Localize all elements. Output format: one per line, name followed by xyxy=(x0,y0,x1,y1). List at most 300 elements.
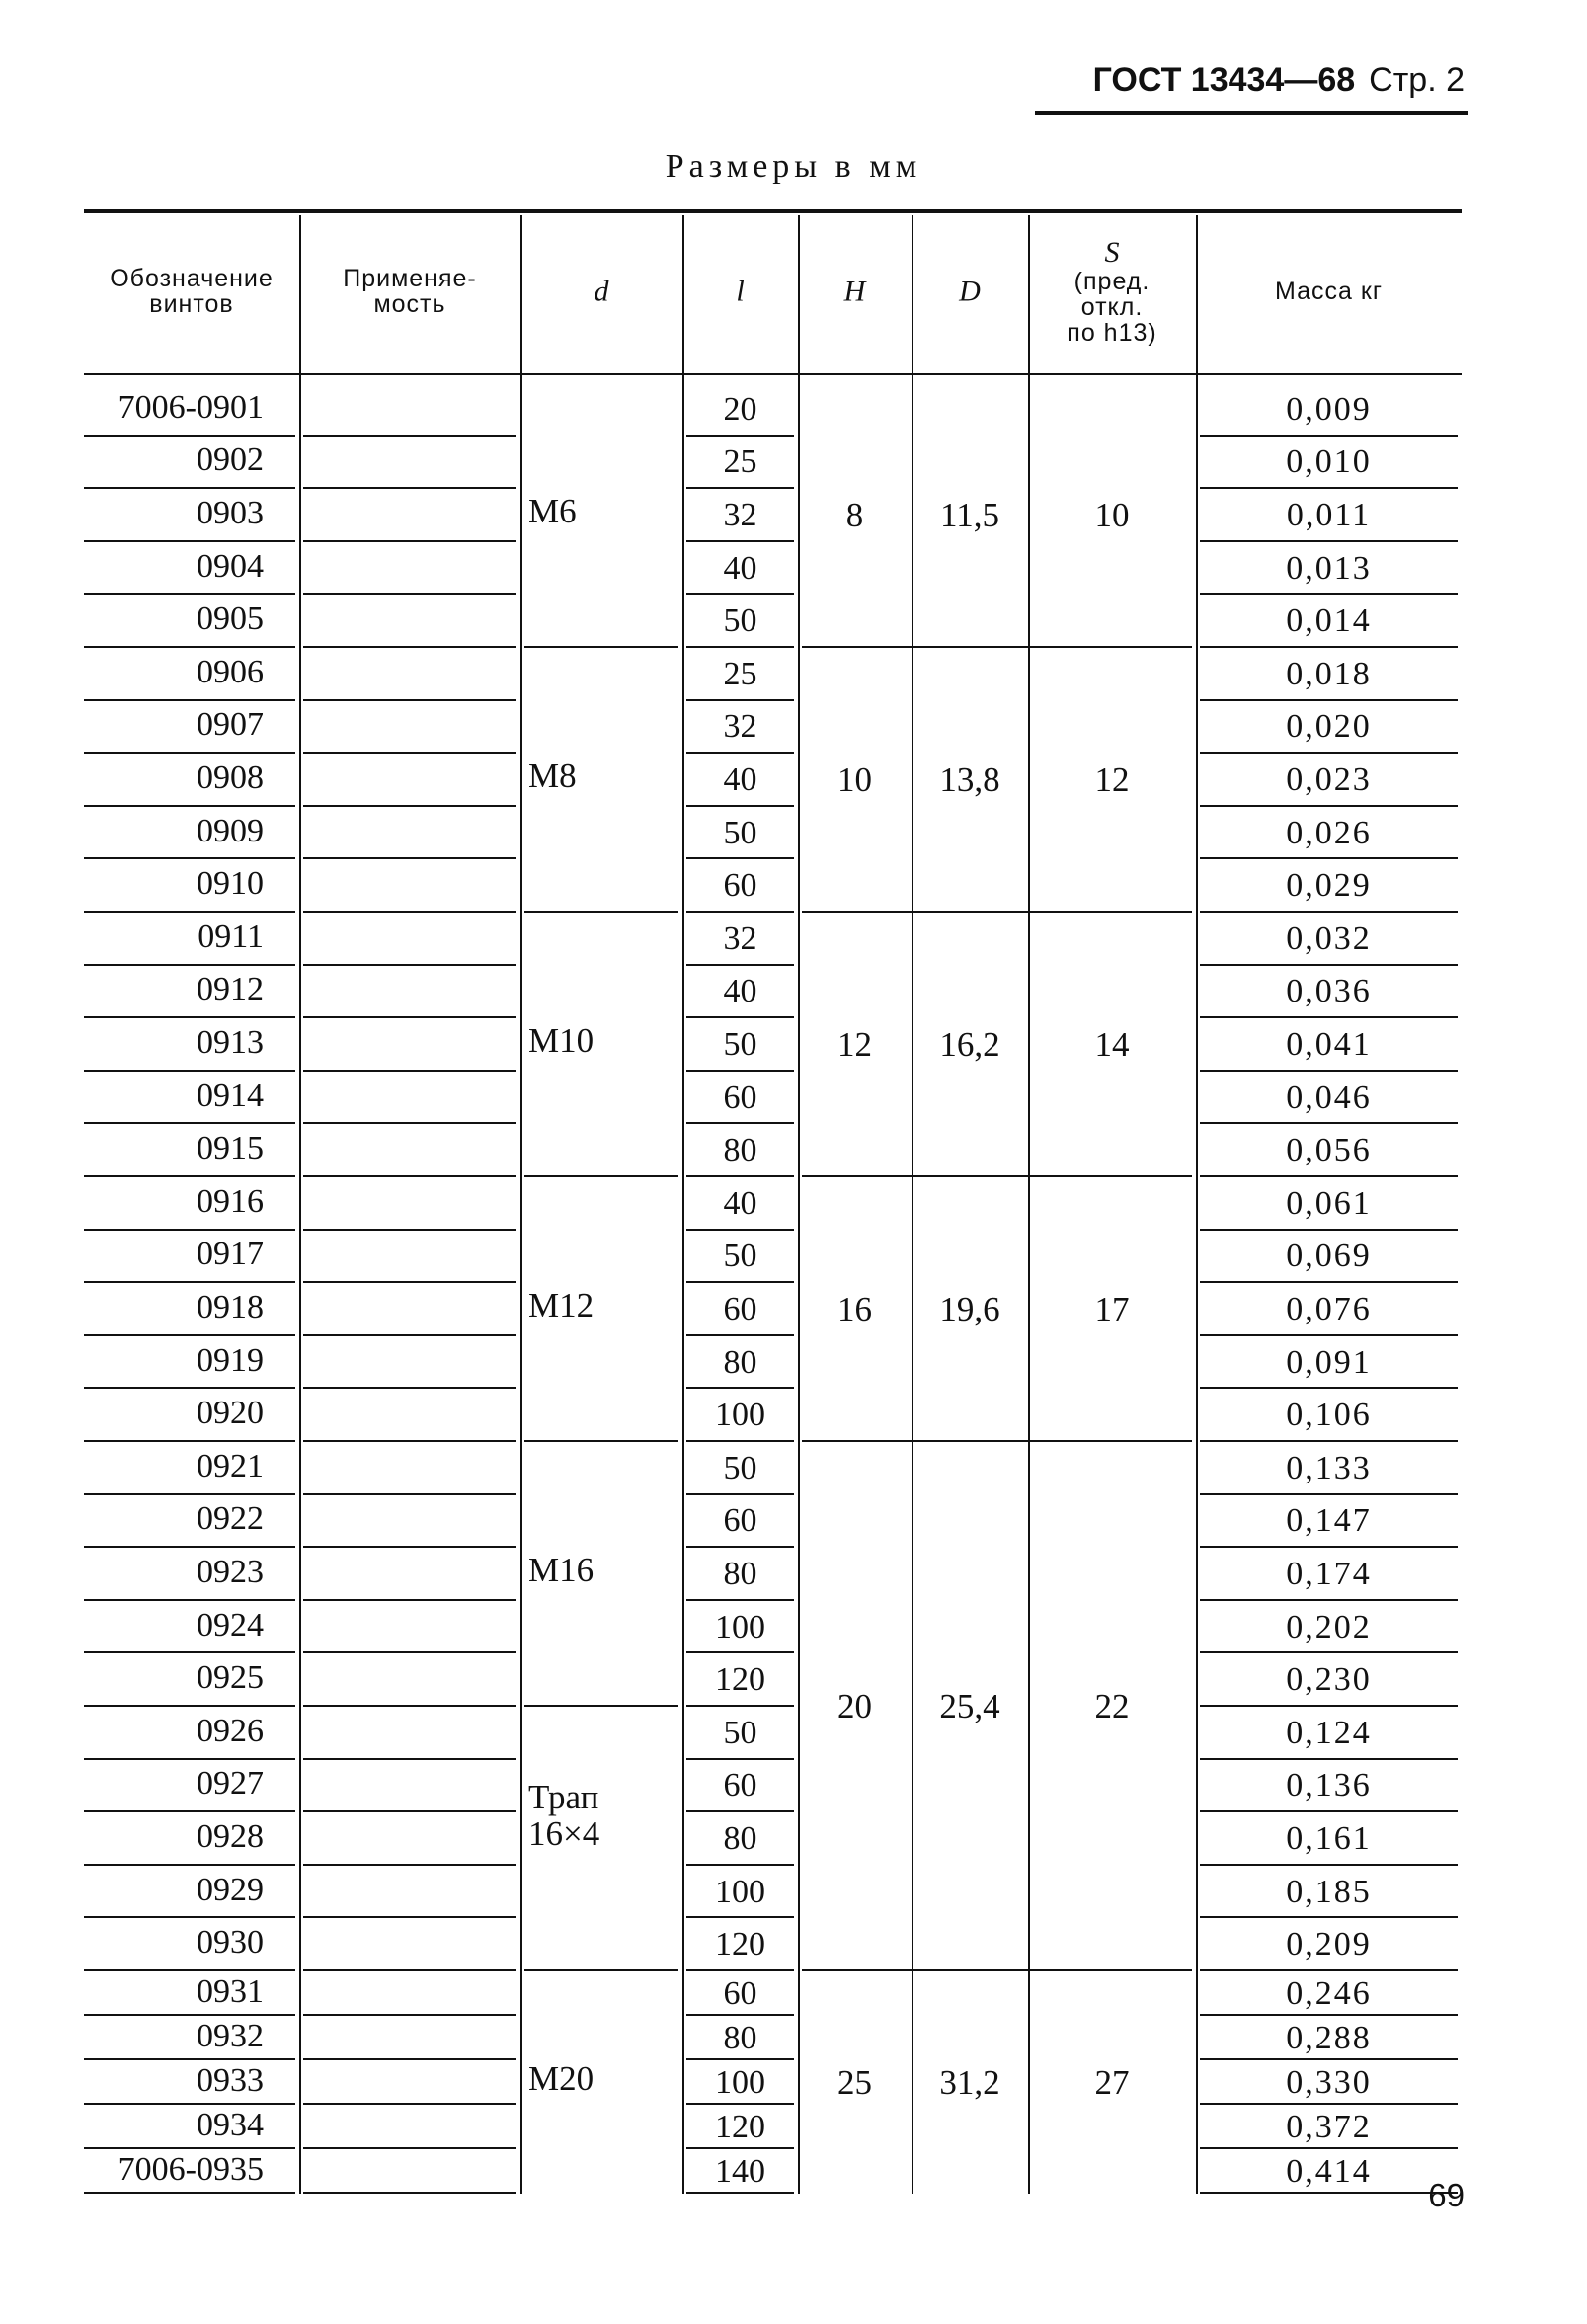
row-rule xyxy=(84,1651,295,1653)
mass-cell: 0,056 xyxy=(1286,1132,1372,1169)
mass-cell: 0,069 xyxy=(1286,1238,1372,1275)
row-rule xyxy=(1200,1705,1458,1707)
header-line: винтов xyxy=(149,290,234,318)
mass-cell: 0,124 xyxy=(1286,1714,1372,1751)
designation-cell: 0907 xyxy=(197,706,264,744)
row-rule xyxy=(84,435,295,437)
row-rule xyxy=(303,1916,516,1918)
row-rule xyxy=(686,857,794,859)
row-rule xyxy=(1200,1016,1458,1018)
header-line: Обозначение xyxy=(110,264,274,292)
designation-cell: 0917 xyxy=(197,1236,264,1273)
row-rule xyxy=(84,646,295,648)
col-header-designation xyxy=(88,266,295,318)
thread-line: Трап xyxy=(528,1778,599,1816)
col-header-applicability xyxy=(303,266,516,318)
row-rule xyxy=(84,1229,295,1231)
designation-cell: 7006-0901 xyxy=(118,388,264,426)
d-outer-value: 19,6 xyxy=(939,1290,1000,1328)
column-rule xyxy=(1028,215,1030,2194)
mass-cell: 0,023 xyxy=(1286,761,1372,798)
row-rule xyxy=(686,1016,794,1018)
row-rule xyxy=(303,1493,516,1495)
row-rule xyxy=(1200,1969,1458,1971)
mass-cell: 0,036 xyxy=(1286,973,1372,1010)
row-rule xyxy=(84,1440,295,1442)
row-rule xyxy=(303,593,516,595)
row-rule xyxy=(1200,805,1458,807)
row-rule xyxy=(686,1810,794,1812)
row-rule xyxy=(1200,1599,1458,1601)
designation-cell: 0915 xyxy=(197,1130,264,1167)
row-rule xyxy=(686,752,794,754)
mass-cell: 0,330 xyxy=(1286,2063,1372,2101)
length-cell: 100 xyxy=(715,2063,765,2101)
row-rule xyxy=(84,1175,295,1177)
row-rule xyxy=(686,1229,794,1231)
row-rule xyxy=(1200,857,1458,859)
designation-cell: 0933 xyxy=(197,2061,264,2099)
column-rule xyxy=(1196,215,1198,2194)
length-cell: 80 xyxy=(723,1556,757,1592)
length-cell: 32 xyxy=(723,708,757,746)
row-rule xyxy=(686,646,794,648)
mass-cell: 0,026 xyxy=(1286,814,1372,851)
row-rule xyxy=(303,1070,516,1072)
row-rule xyxy=(303,1546,516,1548)
d-outer-value: 13,8 xyxy=(939,761,1000,799)
designation-cell: 0925 xyxy=(197,1659,264,1697)
designation-cell: 0934 xyxy=(197,2106,264,2143)
header-line: мость xyxy=(373,290,446,318)
designation-cell: 0926 xyxy=(197,1712,264,1749)
row-rule xyxy=(303,1334,516,1336)
row-rule xyxy=(303,2192,516,2194)
thread-group-1: М8 xyxy=(528,757,577,795)
row-rule xyxy=(84,540,295,542)
s-value: 17 xyxy=(1094,1290,1130,1328)
row-rule xyxy=(303,1651,516,1653)
length-cell: 80 xyxy=(723,1132,757,1169)
mass-cell: 0,018 xyxy=(1286,655,1372,692)
row-rule xyxy=(1200,1546,1458,1548)
mass-cell: 0,020 xyxy=(1286,708,1372,746)
row-rule xyxy=(1200,1916,1458,1918)
row-rule xyxy=(1200,2103,1458,2105)
row-rule xyxy=(686,1070,794,1072)
mass-cell: 0,091 xyxy=(1286,1343,1372,1381)
row-rule xyxy=(1200,1387,1458,1389)
header-bottom-rule xyxy=(84,373,1462,375)
row-rule xyxy=(84,2103,295,2105)
length-cell: 50 xyxy=(723,602,757,640)
mass-cell: 0,209 xyxy=(1286,1926,1372,1963)
length-cell: 100 xyxy=(715,1397,765,1434)
column-rule xyxy=(682,215,684,2194)
row-rule xyxy=(686,1599,794,1601)
length-cell: 60 xyxy=(723,1079,757,1116)
row-rule xyxy=(303,1229,516,1231)
s-value: 10 xyxy=(1094,496,1130,534)
length-cell: 60 xyxy=(723,1291,757,1327)
row-rule xyxy=(84,1493,295,1495)
length-cell: 140 xyxy=(715,2152,765,2190)
length-cell: 50 xyxy=(723,814,757,851)
row-rule xyxy=(303,699,516,701)
designation-cell: 0909 xyxy=(197,812,264,849)
header-line: откл. xyxy=(1080,292,1144,321)
length-cell: 50 xyxy=(723,1449,757,1486)
length-cell: 40 xyxy=(723,761,757,798)
row-rule xyxy=(84,2147,295,2149)
row-rule xyxy=(303,752,516,754)
row-rule xyxy=(84,1546,295,1548)
row-rule xyxy=(303,2014,516,2016)
group-rule xyxy=(802,1175,1192,1177)
mass-cell: 0,010 xyxy=(1286,443,1372,481)
row-rule xyxy=(1200,1864,1458,1866)
header-text: H xyxy=(843,275,866,308)
row-rule xyxy=(84,2058,295,2060)
thread-group-6: М20 xyxy=(528,2058,595,2098)
row-rule xyxy=(1200,911,1458,913)
row-rule xyxy=(84,593,295,595)
row-rule xyxy=(686,2192,794,2194)
row-rule xyxy=(686,911,794,913)
length-cell: 100 xyxy=(715,1873,765,1910)
mass-cell: 0,029 xyxy=(1286,867,1372,905)
row-rule xyxy=(84,857,295,859)
row-rule xyxy=(1200,1334,1458,1336)
mass-cell: 0,013 xyxy=(1286,549,1372,587)
length-cell: 120 xyxy=(715,2108,765,2145)
row-rule xyxy=(1200,1440,1458,1442)
designation-cell: 0927 xyxy=(197,1765,264,1803)
col-header-mass xyxy=(1200,279,1458,304)
length-cell: 25 xyxy=(723,655,757,692)
designation-cell: 0924 xyxy=(197,1606,264,1643)
s-value: 27 xyxy=(1094,2062,1130,2102)
row-rule xyxy=(1200,752,1458,754)
mass-cell: 0,046 xyxy=(1286,1079,1372,1116)
thread-group-2: М10 xyxy=(528,1021,595,1060)
row-rule xyxy=(1200,1810,1458,1812)
row-rule xyxy=(1200,2014,1458,2016)
designation-cell: 0923 xyxy=(197,1554,264,1590)
mass-cell: 0,372 xyxy=(1286,2108,1372,2145)
row-rule xyxy=(84,1758,295,1760)
row-rule xyxy=(686,1705,794,1707)
row-rule xyxy=(303,1705,516,1707)
row-rule xyxy=(686,2058,794,2060)
length-cell: 50 xyxy=(723,1238,757,1275)
mass-cell: 0,011 xyxy=(1286,497,1372,533)
row-rule xyxy=(1200,2058,1458,2060)
designation-cell: 0904 xyxy=(197,547,264,585)
row-rule xyxy=(84,699,295,701)
row-rule xyxy=(303,2103,516,2105)
length-cell: 60 xyxy=(723,1767,757,1804)
row-rule xyxy=(303,1810,516,1812)
length-cell: 60 xyxy=(723,1502,757,1540)
row-rule xyxy=(1200,1070,1458,1072)
row-rule xyxy=(84,1122,295,1124)
row-rule xyxy=(84,1916,295,1918)
mass-cell: 0,414 xyxy=(1286,2152,1372,2190)
designation-cell: 0906 xyxy=(197,653,264,690)
d-outer-value: 31,2 xyxy=(939,2062,1000,2102)
mass-cell: 0,041 xyxy=(1286,1026,1372,1063)
row-rule xyxy=(1200,699,1458,701)
row-rule xyxy=(686,593,794,595)
row-rule xyxy=(303,1122,516,1124)
group-rule xyxy=(524,1175,678,1177)
row-rule xyxy=(686,540,794,542)
row-rule xyxy=(303,2058,516,2060)
designation-cell: 0916 xyxy=(197,1182,264,1220)
length-cell: 60 xyxy=(723,1974,757,2012)
row-rule xyxy=(84,1599,295,1601)
mass-cell: 0,230 xyxy=(1286,1661,1372,1699)
header-line: S xyxy=(1104,235,1120,269)
row-rule xyxy=(303,1387,516,1389)
group-rule xyxy=(524,911,678,913)
mass-cell: 0,161 xyxy=(1286,1820,1372,1857)
mass-cell: 0,106 xyxy=(1286,1397,1372,1434)
group-rule xyxy=(802,1440,1192,1442)
row-rule xyxy=(1200,593,1458,595)
s-value: 12 xyxy=(1094,761,1130,799)
mass-cell: 0,246 xyxy=(1286,1974,1372,2012)
h-value: 20 xyxy=(837,1687,872,1725)
designation-cell: 0928 xyxy=(197,1818,264,1855)
row-rule xyxy=(84,964,295,966)
row-rule xyxy=(84,2014,295,2016)
s-value: 22 xyxy=(1094,1687,1130,1725)
row-rule xyxy=(84,1016,295,1018)
row-rule xyxy=(686,2147,794,2149)
group-rule xyxy=(524,646,678,648)
row-rule xyxy=(1200,1493,1458,1495)
header-text: D xyxy=(959,275,981,308)
mass-cell: 0,133 xyxy=(1286,1449,1372,1486)
row-rule xyxy=(686,487,794,489)
row-rule xyxy=(686,2014,794,2016)
row-rule xyxy=(686,1969,794,1971)
designation-cell: 0918 xyxy=(197,1289,264,1325)
designation-cell: 0905 xyxy=(197,601,264,638)
row-rule xyxy=(686,1334,794,1336)
length-cell: 100 xyxy=(715,1608,765,1645)
d-outer-value: 25,4 xyxy=(939,1687,1000,1725)
row-rule xyxy=(1200,646,1458,648)
row-rule xyxy=(84,2192,295,2194)
row-rule xyxy=(84,911,295,913)
row-rule xyxy=(84,1810,295,1812)
row-rule xyxy=(303,1440,516,1442)
mass-cell: 0,014 xyxy=(1286,602,1372,640)
page-number: 69 xyxy=(1428,2177,1465,2213)
row-rule xyxy=(1200,1281,1458,1283)
row-rule xyxy=(1200,1758,1458,1760)
designation-cell: 7006-0935 xyxy=(118,2150,264,2188)
mass-cell: 0,136 xyxy=(1286,1767,1372,1804)
length-cell: 80 xyxy=(723,1343,757,1381)
row-rule xyxy=(1200,1229,1458,1231)
header-line: по h13) xyxy=(1067,318,1157,347)
row-rule xyxy=(303,1864,516,1866)
row-rule xyxy=(84,1705,295,1707)
designation-cell: 0920 xyxy=(197,1395,264,1432)
row-rule xyxy=(303,1599,516,1601)
row-rule xyxy=(686,1440,794,1442)
designation-cell: 0910 xyxy=(197,865,264,903)
row-rule xyxy=(686,1758,794,1760)
length-cell: 25 xyxy=(723,443,757,481)
column-rule xyxy=(912,215,913,2194)
mass-cell: 0,202 xyxy=(1286,1608,1372,1645)
row-rule xyxy=(303,646,516,648)
group-rule xyxy=(802,1969,1192,1971)
length-cell: 32 xyxy=(723,497,757,533)
row-rule xyxy=(686,1387,794,1389)
col-header-l xyxy=(686,276,794,307)
row-rule xyxy=(1200,1175,1458,1177)
row-rule xyxy=(84,1387,295,1389)
header-text: d xyxy=(594,275,609,308)
length-cell: 80 xyxy=(723,2019,757,2056)
row-rule xyxy=(303,1175,516,1177)
standard-number: ГОСТ 13434—68 xyxy=(1092,61,1356,99)
row-rule xyxy=(303,2147,516,2149)
length-cell: 20 xyxy=(723,390,757,428)
designation-cell: 0911 xyxy=(198,918,264,955)
d-outer-value: 16,2 xyxy=(939,1025,1000,1064)
row-rule xyxy=(686,1493,794,1495)
row-rule xyxy=(1200,540,1458,542)
row-rule xyxy=(303,1281,516,1283)
row-rule xyxy=(686,1864,794,1866)
thread-group-3: М12 xyxy=(528,1286,595,1324)
column-rule xyxy=(299,215,301,2194)
units-caption: Размеры в мм xyxy=(665,148,922,185)
thread-group-0: М6 xyxy=(528,492,577,530)
col-header-h xyxy=(802,276,908,307)
row-rule xyxy=(303,805,516,807)
mass-cell: 0,076 xyxy=(1286,1291,1372,1327)
row-rule xyxy=(1200,1122,1458,1124)
row-rule xyxy=(303,435,516,437)
d-outer-value: 11,5 xyxy=(940,496,999,534)
designation-cell: 0932 xyxy=(197,2017,264,2054)
length-cell: 40 xyxy=(723,1184,757,1222)
s-value: 14 xyxy=(1094,1025,1130,1064)
row-rule xyxy=(686,1916,794,1918)
row-rule xyxy=(1200,435,1458,437)
length-cell: 80 xyxy=(723,1820,757,1857)
designation-cell: 0914 xyxy=(197,1077,264,1114)
row-rule xyxy=(1200,487,1458,489)
mass-cell: 0,174 xyxy=(1286,1556,1372,1592)
length-cell: 120 xyxy=(715,1661,765,1699)
group-rule xyxy=(524,1969,678,1971)
group-rule xyxy=(802,646,1192,648)
designation-cell: 0913 xyxy=(197,1024,264,1061)
mass-cell: 0,061 xyxy=(1286,1184,1372,1222)
row-rule xyxy=(84,1969,295,1971)
h-value: 12 xyxy=(837,1025,872,1064)
group-rule xyxy=(524,1705,678,1707)
thread-group-4: М16 xyxy=(528,1551,595,1589)
designation-cell: 0908 xyxy=(197,760,264,796)
column-rule xyxy=(798,215,800,2194)
row-rule xyxy=(1200,1651,1458,1653)
designation-cell: 0919 xyxy=(197,1341,264,1379)
designation-cell: 0930 xyxy=(197,1924,264,1962)
row-rule xyxy=(686,1651,794,1653)
row-rule xyxy=(303,964,516,966)
h-value: 25 xyxy=(837,2062,872,2102)
mass-cell: 0,032 xyxy=(1286,920,1372,957)
row-rule xyxy=(686,435,794,437)
page-reference: Стр. 2 xyxy=(1369,61,1465,99)
col-header-d-outer xyxy=(915,276,1024,307)
row-rule xyxy=(84,1070,295,1072)
header-text: l xyxy=(736,275,745,308)
row-rule xyxy=(84,752,295,754)
designation-cell: 0922 xyxy=(197,1500,264,1538)
row-rule xyxy=(1200,964,1458,966)
length-cell: 40 xyxy=(723,549,757,587)
row-rule xyxy=(303,487,516,489)
row-rule xyxy=(686,805,794,807)
row-rule xyxy=(1200,2147,1458,2149)
mass-cell: 0,009 xyxy=(1286,390,1372,428)
thread-line: 16×4 xyxy=(528,1813,600,1853)
col-header-d xyxy=(524,276,678,307)
length-cell: 32 xyxy=(723,920,757,957)
mass-cell: 0,185 xyxy=(1286,1873,1372,1910)
row-rule xyxy=(84,1864,295,1866)
row-rule xyxy=(303,1016,516,1018)
group-rule xyxy=(524,1440,678,1442)
header-line: (пред. xyxy=(1073,267,1151,295)
row-rule xyxy=(303,911,516,913)
length-cell: 50 xyxy=(723,1026,757,1063)
row-rule xyxy=(303,1969,516,1971)
designation-cell: 0912 xyxy=(197,971,264,1008)
mass-cell: 0,288 xyxy=(1286,2019,1372,2056)
length-cell: 50 xyxy=(723,1714,757,1751)
designation-cell: 0921 xyxy=(197,1447,264,1484)
row-rule xyxy=(84,487,295,489)
header-text: Масса кг xyxy=(1275,277,1383,305)
h-value: 10 xyxy=(837,761,872,799)
group-rule xyxy=(802,911,1192,913)
column-rule xyxy=(520,215,522,2194)
col-header-s xyxy=(1032,237,1192,346)
row-rule xyxy=(686,1122,794,1124)
row-rule xyxy=(686,2103,794,2105)
designation-cell: 0929 xyxy=(197,1871,264,1908)
h-value: 8 xyxy=(845,496,864,534)
length-cell: 40 xyxy=(723,973,757,1010)
designation-cell: 0903 xyxy=(197,495,264,531)
length-cell: 120 xyxy=(715,1926,765,1963)
mass-cell: 0,147 xyxy=(1286,1502,1372,1540)
row-rule xyxy=(303,857,516,859)
row-rule xyxy=(84,805,295,807)
